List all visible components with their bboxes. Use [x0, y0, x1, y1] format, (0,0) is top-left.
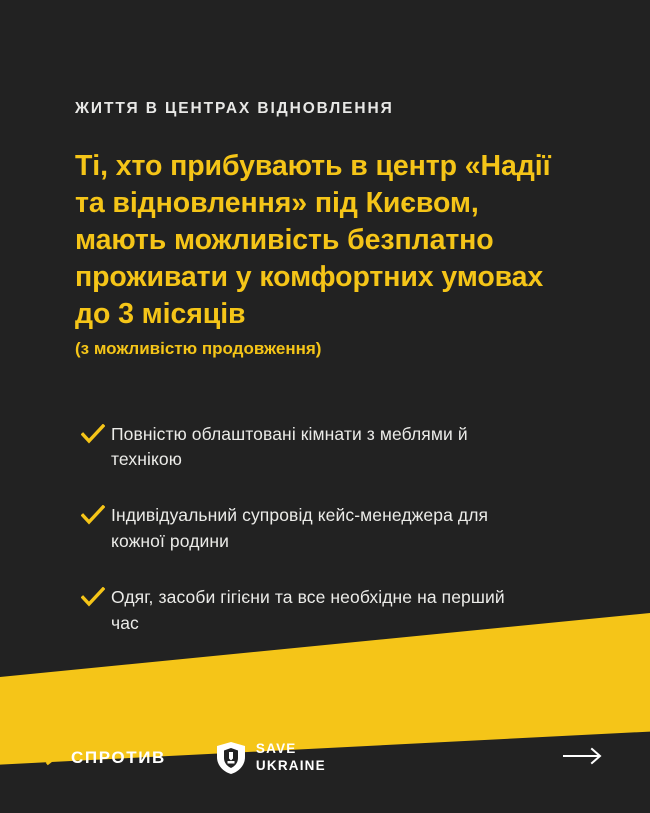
list-item-label: Індивідуальний супровід кейс-менеджера для кожної родини — [111, 505, 489, 551]
footer-bar — [0, 703, 650, 813]
check-icon — [81, 505, 111, 525]
list-item-label: Одяг, засоби гігієни та все необхідне на перший час — [111, 587, 505, 633]
benefits-list — [75, 422, 595, 636]
save-ukraine-logo — [216, 741, 246, 775]
brand-sprotyv[interactable] — [45, 746, 166, 771]
list-item — [81, 585, 595, 636]
page-title: Ті, хто прибувають в центр «Надії та відновлення» під Києвом, мають можливість безплатно проживати у комфортних умовах до 3 місяців — [75, 150, 551, 331]
brand-sprotyv-label: СПРОТИВ — [71, 748, 166, 767]
check-icon — [81, 424, 111, 444]
brand-save-ukraine[interactable] — [216, 741, 326, 775]
brand-save-line1: SAVE — [255, 741, 297, 757]
eyebrow-label: ЖИТТЯ В ЦЕНТРАХ ВІДНОВЛЕННЯ — [75, 100, 394, 117]
list-item-label: Повністю облаштовані кімнати з меблями й технікою — [111, 423, 468, 469]
brand-save-line2: UKRAINE — [255, 758, 326, 773]
arrow-right-icon — [563, 747, 605, 770]
brand-save-ukraine-label — [256, 741, 326, 775]
check-icon — [81, 587, 111, 607]
list-item — [81, 422, 595, 473]
list-item — [81, 503, 595, 554]
page-subtitle: (з можливістю продовження) — [75, 339, 322, 359]
chevron-right-icon — [45, 746, 62, 771]
next-slide-button[interactable] — [563, 747, 605, 770]
